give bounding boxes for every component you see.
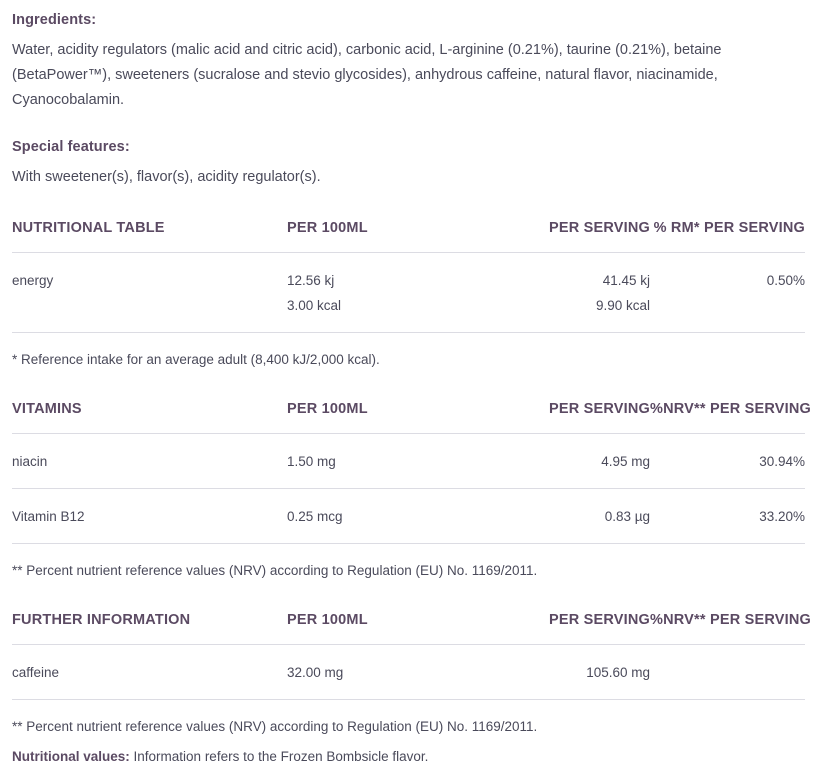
col-header-per-serving: PER SERVING — [548, 612, 650, 628]
cell-caffeine-per-100ml: 32.00 mg — [287, 665, 344, 680]
row-label-caffeine: caffeine — [12, 665, 60, 680]
special-features-text: With sweetener(s), flavor(s), acidity regulator(s). — [12, 169, 321, 185]
col-header-per-100ml: PER 100ML — [287, 401, 368, 417]
nutritional-table — [12, 220, 805, 333]
cell-energy-per-100ml-kcal: 3.00 kcal — [287, 298, 342, 313]
vitamins-footnote: ** Percent nutrient reference values (NRV) according to Regulation (EU) No. 1169/2011. — [12, 563, 538, 578]
col-header-per-100ml: PER 100ML — [287, 220, 368, 236]
table-header-row — [12, 220, 805, 253]
cell-energy-per-100ml — [287, 253, 515, 333]
table-row — [12, 645, 805, 700]
nutritional-table-footnote: * Reference intake for an average adult (8,400 kJ/2,000 kcal). — [12, 352, 380, 367]
col-header-per-serving: PER SERVING — [548, 401, 650, 417]
col-header-percent-rm-per-serving: % RM* PER SERVING — [653, 220, 805, 236]
cell-niacin-per-100ml: 1.50 mg — [287, 454, 336, 469]
cell-caffeine-per-serving: 105.60 mg — [586, 665, 650, 680]
cell-niacin-percent-nrv: 30.94% — [759, 454, 805, 469]
col-header-vitamins: VITAMINS — [12, 401, 82, 417]
cell-energy-per-serving-kj: 41.45 kj — [602, 273, 650, 288]
cell-vitamin-b12-percent-nrv: 33.20% — [759, 509, 805, 524]
table-header-row — [12, 401, 805, 434]
col-header-per-serving: PER SERVING — [548, 220, 650, 236]
ingredients-text: Water, acidity regulators (malic acid and citric acid), carbonic acid, L-arginine (0.21%), taurine (0.21%), betaine (BetaPower™), sweeteners (sucralose and stevio glycosides), anhydrous caffeine, natural flavor, niacinamide, Cyanocobalamin. — [12, 42, 722, 108]
cell-energy-percent-rm: 0.50% — [766, 273, 805, 288]
col-header-percent-nrv-per-serving: %NRV** PER SERVING — [650, 401, 812, 417]
cell-energy-per-100ml-kj: 12.56 kj — [287, 273, 335, 288]
cell-vitamin-b12-per-serving: 0.83 µg — [604, 509, 650, 524]
col-header-nutritional-table: NUTRITIONAL TABLE — [12, 220, 165, 236]
further-information-footnote: ** Percent nutrient reference values (NRV) according to Regulation (EU) No. 1169/2011. — [12, 719, 538, 734]
ingredients-heading: Ingredients: — [12, 12, 97, 28]
nutritional-values-label: Nutritional values: — [12, 749, 130, 764]
row-label-vitamin-b12: Vitamin B12 — [12, 509, 85, 524]
vitamins-table — [12, 401, 812, 544]
table-row — [12, 489, 805, 544]
cell-caffeine-percent-nrv — [650, 645, 805, 700]
further-information-table — [12, 612, 812, 700]
col-header-further-information: FURTHER INFORMATION — [12, 612, 191, 628]
row-label-energy: energy — [12, 273, 54, 288]
row-label-niacin: niacin — [12, 454, 48, 469]
table-row — [12, 253, 805, 333]
cell-niacin-per-serving: 4.95 mg — [601, 454, 650, 469]
ingredients-section — [12, 12, 805, 113]
table-row — [12, 434, 805, 489]
cell-vitamin-b12-per-100ml: 0.25 mcg — [287, 509, 343, 524]
special-features-section — [12, 139, 805, 190]
nutritional-values-text: Information refers to the Frozen Bombsicle flavor. — [129, 749, 429, 764]
table-header-row — [12, 612, 805, 645]
special-features-heading: Special features: — [12, 139, 130, 155]
cell-energy-per-serving — [515, 253, 650, 333]
col-header-per-100ml: PER 100ML — [287, 612, 368, 628]
cell-energy-per-serving-kcal: 9.90 kcal — [595, 298, 650, 313]
col-header-percent-nrv-per-serving: %NRV** PER SERVING — [650, 612, 812, 628]
nutritional-values-note — [12, 746, 805, 768]
